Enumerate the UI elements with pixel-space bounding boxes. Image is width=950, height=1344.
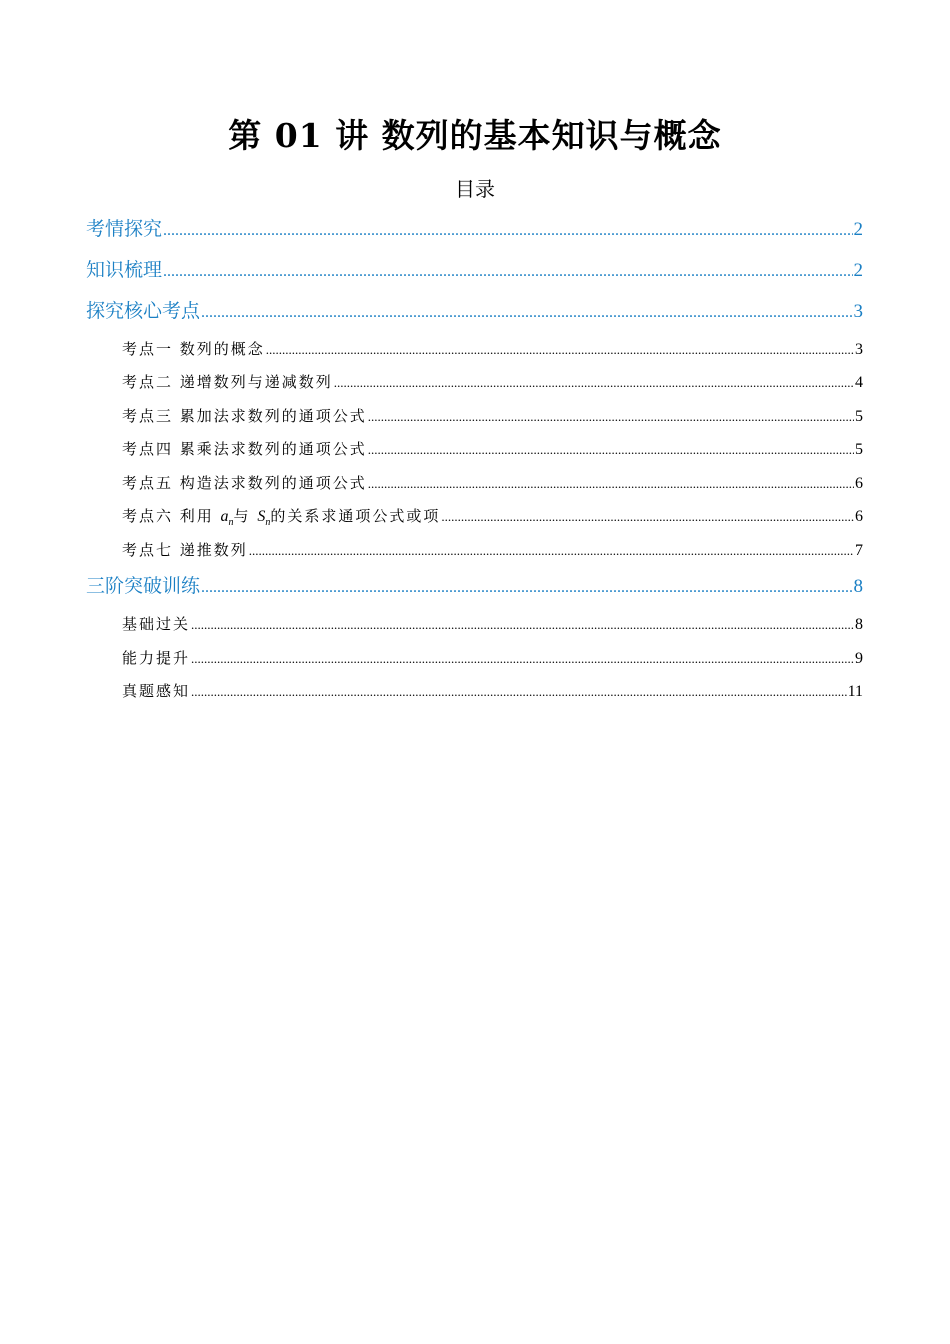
dot-leader: [266, 337, 854, 363]
toc-entry-label: [122, 503, 440, 536]
toc-entry-label: 考点二 递增数列与递减数列: [122, 373, 333, 391]
toc-page-number: 11: [847, 683, 863, 700]
toc-entry-zhishi-shuli[interactable]: [86, 255, 863, 285]
toc-entry-label: 考点四 累乘法求数列的通项公式: [122, 440, 367, 458]
toc-page-number: 5: [855, 441, 863, 458]
document-title: 第 01 讲 数列的基本知识与概念: [228, 116, 722, 155]
toc-entry-label: 真题感知: [122, 682, 191, 700]
dot-leader: [249, 538, 854, 564]
math-subscript-n: n: [265, 517, 271, 528]
toc-entry-kaodian-1[interactable]: [122, 336, 863, 362]
toc-page-number: 7: [855, 542, 863, 559]
toc-page-number: 3: [855, 341, 863, 358]
dot-leader: [191, 679, 847, 705]
label-suffix: 的关系求通项公式或项: [270, 507, 441, 525]
toc-entry-kaodian-4[interactable]: [122, 436, 863, 462]
toc-entry-label: 能力提升: [122, 649, 191, 667]
toc-entry-tanjiu-hexin-kaodian[interactable]: [86, 296, 863, 326]
dot-leader: [201, 298, 852, 328]
math-subscript-n: n: [228, 517, 234, 528]
dot-leader: [334, 370, 854, 396]
toc-page-number: 9: [855, 650, 863, 667]
toc-entry-kaoqing-tanjiu[interactable]: [86, 214, 863, 244]
dot-leader: [163, 216, 852, 246]
toc-page-number: 8: [853, 576, 863, 597]
dot-leader: [163, 257, 852, 287]
math-s: S: [257, 508, 266, 525]
toc-entry-label: 三阶突破训练: [86, 575, 201, 597]
toc-entry-kaodian-5[interactable]: [122, 470, 863, 496]
dot-leader: [441, 504, 854, 530]
toc-page-number: 2: [853, 260, 863, 281]
toc-page-number: 6: [855, 508, 863, 525]
dot-leader: [368, 437, 854, 463]
toc-entry-nengli-tisheng[interactable]: [122, 645, 863, 671]
toc-heading: 目录: [455, 177, 495, 201]
label-mid: 与: [233, 507, 258, 525]
toc-page-number: 5: [855, 408, 863, 425]
toc-entry-label: 考点五 构造法求数列的通项公式: [122, 474, 367, 492]
toc-entry-kaodian-2[interactable]: [122, 369, 863, 395]
toc-page-number: 3: [853, 301, 863, 322]
toc-entry-zhenti-ganzhi[interactable]: [122, 678, 863, 704]
math-a: a: [220, 508, 229, 525]
toc-entry-label: 知识梳理: [86, 259, 163, 281]
label-prefix: 考点六 利用: [122, 507, 221, 525]
toc-entry-label: 探究核心考点: [86, 300, 201, 322]
toc-page-number: 8: [855, 616, 863, 633]
dot-leader: [201, 573, 852, 603]
toc-page-number: 6: [855, 475, 863, 492]
dot-leader: [191, 612, 854, 638]
dot-leader: [191, 646, 854, 672]
toc-entry-kaodian-3[interactable]: [122, 403, 863, 429]
toc-entry-label: 考情探究: [86, 218, 163, 240]
toc-entry-kaodian-6[interactable]: [122, 503, 863, 529]
toc-entry-sanjie-tupo-xunlian[interactable]: [86, 571, 863, 601]
toc-entry-kaodian-7[interactable]: [122, 537, 863, 563]
toc-entry-label: 基础过关: [122, 615, 191, 633]
dot-leader: [368, 404, 854, 430]
toc-entry-jichu-guoguan[interactable]: [122, 611, 863, 637]
toc-entry-label: 考点三 累加法求数列的通项公式: [122, 407, 367, 425]
toc-entry-label: 考点七 递推数列: [122, 541, 248, 559]
toc-page-number: 2: [853, 219, 863, 240]
dot-leader: [368, 471, 854, 497]
toc-page-number: 4: [855, 374, 863, 391]
toc-entry-label: 考点一 数列的概念: [122, 340, 265, 358]
